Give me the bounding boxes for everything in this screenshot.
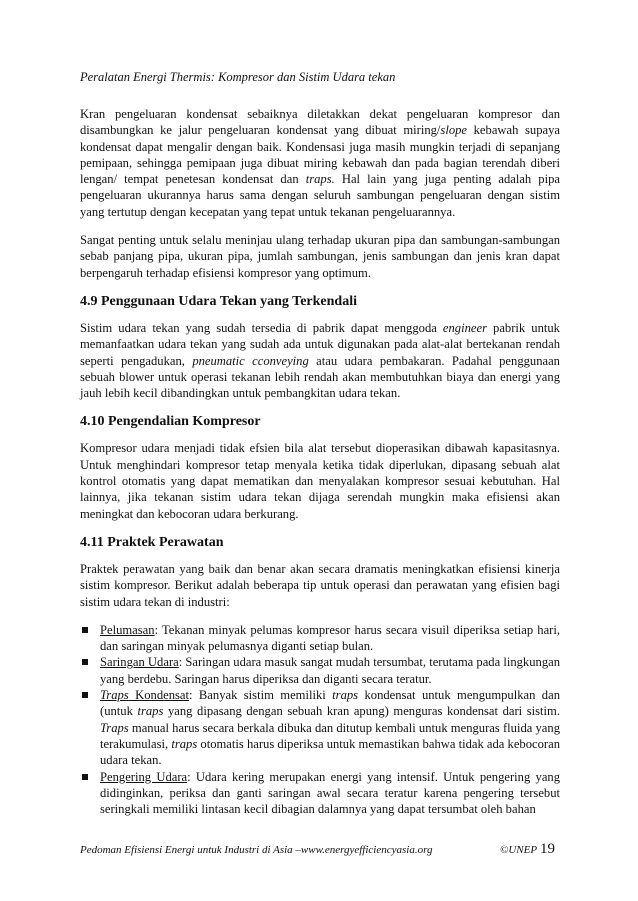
list-item-air-filter: Saringan Udara: Saringan udara masuk sangat mudah tersumbat, terutama pada lingkungan yang berdebu. Saringan harus diperiksa dan diganti secara teratur. — [80, 654, 560, 687]
heading-4-9: 4.9 Penggunaan Udara Tekan yang Terkendali — [80, 293, 357, 309]
running-header: Peralatan Energi Thermis: Kompresor dan Sistim Udara tekan — [80, 70, 396, 84]
square-bullet-icon — [82, 774, 88, 780]
page-number: 19 — [540, 841, 555, 857]
maintenance-tips-list — [80, 622, 560, 818]
heading-4-11: 4.11 Praktek Perawatan — [80, 534, 224, 550]
list-item-condensate-traps: Traps Kondensat: Banyak sistim memiliki traps kondensat untuk mengumpulkan dan (untuk traps yang dipasang dengan sebuah kran apung) menguras kondensat dari sistim. Traps manual harus secara berkala dibuka dan ditutup kembali untuk menguras fluida yang terakumulasi, traps otomatis harus diperiksa untuk memastikan bahwa tidak ada kebocoran udara tekan. — [80, 687, 560, 768]
list-item-air-dryer: Pengering Udara: Udara kering merupakan energi yang intensif. Untuk pengering yang didinginkan, periksa dan ganti saringan awal secara teratur karena pengering tersebut seringkali memiliki lintasan kecil dibagian dalamnya yang dapat tersumbat oleh bahan — [80, 769, 560, 818]
page-content — [80, 106, 560, 817]
paragraph-4-10: Kompresor udara menjadi tidak efsien bila alat tersebut dioperasikan dibawah kapasitasnya. Untuk menghindari kompresor tetap menyala ketika tidak diperlukan, dipasang sebuah alat kontrol otomatis yang dapat mematikan dan menyalakan kompresor sesuai kebutuhan. Hal lainnya, jika tekanan sistim udara tekan dijaga serendah mungkin maka efisiensi akan meningkat dan kebocoran udara berkurang. — [80, 441, 560, 521]
paragraph-4-11: Praktek perawatan yang baik dan benar akan secara dramatis meningkatkan efisiensi kinerja sistim kompresor. Berikut adalah beberapa tip untuk operasi dan perawatan yang efisien bagi sistim udara tekan di industri: — [80, 561, 560, 609]
footer-source: Pedoman Efisiensi Energi untuk Industri di Asia –www.energyefficiencyasia.org — [80, 844, 433, 856]
square-bullet-icon — [82, 692, 88, 698]
footer-copyright: ©UNEP — [500, 844, 538, 856]
square-bullet-icon — [82, 627, 88, 633]
heading-4-10: 4.10 Pengendalian Kompresor — [80, 414, 261, 430]
paragraph-condensate: Kran pengeluaran kondensat sebaiknya diletakkan dekat pengeluaran kompresor dan disambungkan ke jalur pengeluaran kondensat yang dibuat miring/slope kebawah supaya kondensat dapat mengalir dengan baik. Kondensasi juga masih mungkin terjadi di sepanjang pemipaan, sehingga pemipaan juga dibuat miring kebawah dan pada bagian terendah diberi lengan/ tempat penetesan kondensat dan traps. Hal lain yang juga penting adalah pipa pengeluaran ukurannya harus sama dengan seluruh sambungan pengeluaran dengan sistim yang tertutup dengan kecepatan yang tepat untuk tekanan pengeluarannya. — [80, 107, 560, 219]
list-item-lubrication: Pelumasan: Tekanan minyak pelumas kompresor harus secara visuil diperiksa setiap hari, dan saringan minyak pelumasnya diganti setiap bulan. — [80, 622, 560, 655]
paragraph-4-9: Sistim udara tekan yang sudah tersedia di pabrik dapat menggoda engineer pabrik untuk memanfaatkan udara tekan yang sudah ada untuk digunakan pada alat-alat bertekanan rendah seperti pengadukan, pneumatic cconveying atau udara pembakaran. Padahal penggunaan sebuah blower untuk operasi tekanan lebih rendah akan membutuhkan biaya dan energi yang jauh lebih kecil dibandingkan untuk pembangkitan udara tekan. — [80, 320, 560, 401]
paragraph-pipe-review: Sangat penting untuk selalu meninjau ulang terhadap ukuran pipa dan sambungan-sambungan sebab panjang pipa, ukuran pipa, jumlah sambungan, jenis sambungan dan jenis kran dapat berpengaruh terhadap efisiensi kompresor yang optimum. — [80, 233, 560, 280]
square-bullet-icon — [82, 659, 88, 665]
